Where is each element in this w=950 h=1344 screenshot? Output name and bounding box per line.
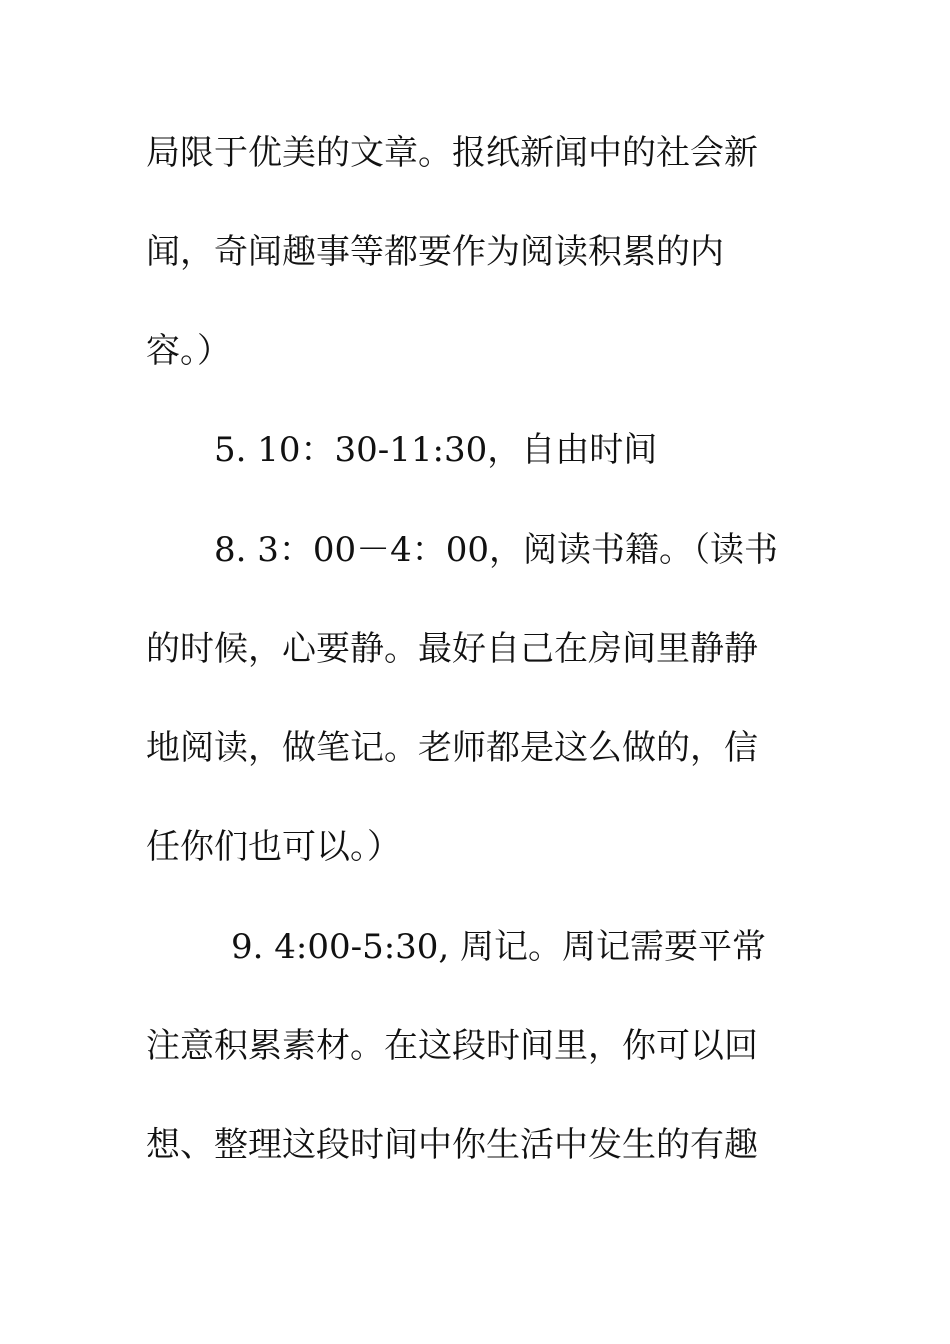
list-item-9: 9. 4:00-5:30, 周记。周记需要平常 [231, 927, 767, 967]
text-line: 地阅读，做笔记。老师都是这么做的，信 [146, 728, 758, 768]
text-line: 闻，奇闻趣事等都要作为阅读积累的内 [146, 232, 724, 272]
text-line: 任你们也可以。） [146, 827, 401, 867]
text-line: 注意积累素材。在这段时间里，你可以回 [146, 1026, 758, 1066]
text-line: 局限于优美的文章。报纸新闻中的社会新 [146, 133, 758, 173]
text-line: 的时候，心要静。最好自己在房间里静静 [146, 629, 758, 669]
text-line: 想、整理这段时间中你生活中发生的有趣 [146, 1125, 758, 1165]
list-item-5: 5. 10：30-11:30，自由时间 [214, 430, 658, 470]
text-line: 容。） [146, 331, 231, 371]
list-item-8: 8. 3：00－4：00，阅读书籍。（读书 [214, 530, 779, 570]
